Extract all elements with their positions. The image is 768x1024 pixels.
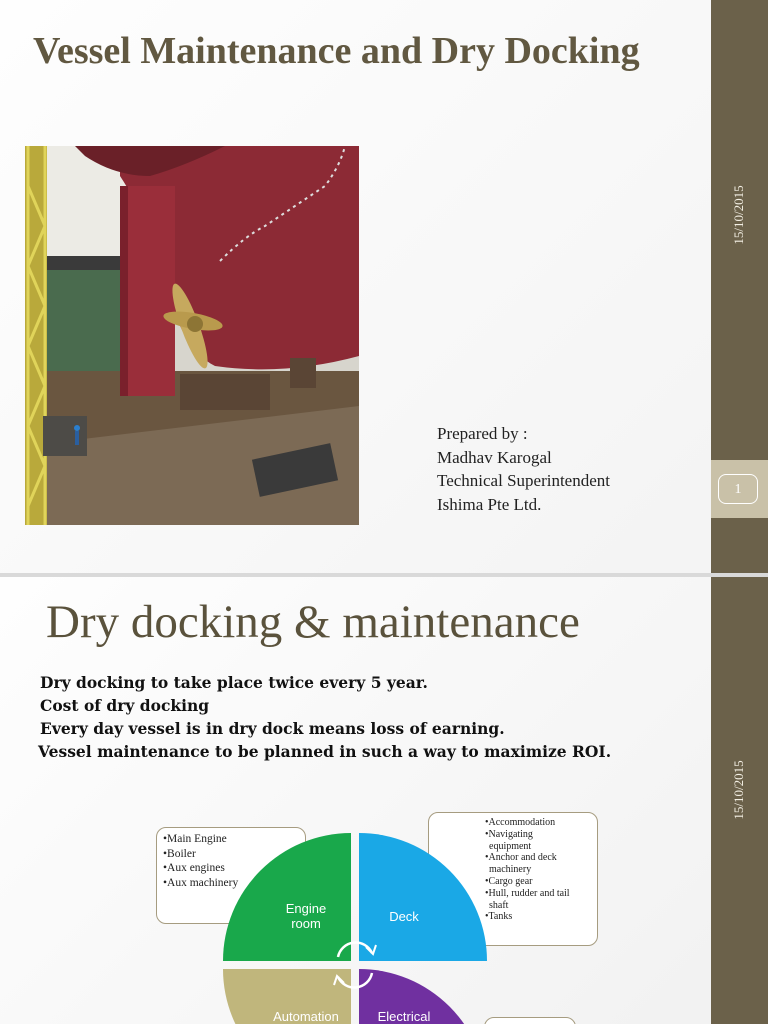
slide-2-title: Dry docking & maintenance	[46, 596, 580, 648]
deck-item: shaft	[489, 899, 509, 911]
deck-item: •Anchor and deck	[485, 852, 557, 864]
deck-item: equipment	[489, 840, 532, 852]
bullet-item: Vessel maintenance to be planned in such a way to maximize ROI.	[38, 742, 612, 761]
engine-room-label: Engine	[285, 901, 327, 916]
engine-room-label: room	[291, 916, 321, 931]
engine-item: •Boiler	[163, 847, 196, 860]
engine-item: •Aux engines	[163, 862, 225, 874]
author-role: Technical Superintendent	[437, 471, 610, 490]
deck-item: •Navigating	[485, 828, 533, 840]
slide-2-bullets	[40, 671, 611, 763]
slide-1-title: Vessel Maintenance and Dry Docking	[33, 30, 640, 72]
deck-item: machinery	[489, 864, 532, 876]
engine-item: •Main Engine	[163, 833, 227, 845]
prepared-by-label: Prepared by :	[437, 424, 528, 443]
maintenance-areas-diagram	[220, 833, 490, 1024]
bullet-item: Dry docking to take place twice every 5 year.	[40, 673, 428, 692]
cycle-arrows-icon	[334, 943, 376, 988]
deck-item: •Hull, rudder and tail	[485, 887, 570, 899]
author-name: Madhav Karogal	[437, 447, 552, 467]
slide-1-sidebar: 15/10/2015 1	[711, 0, 768, 573]
page-number-badge	[711, 460, 768, 518]
bullet-item: Every day vessel is in dry dock means loss of earning.	[40, 719, 505, 738]
ship-dry-dock-photo	[25, 146, 359, 525]
author-company: Ishima Pte Ltd.	[437, 494, 542, 514]
slide-2	[0, 577, 768, 1024]
page-number: 1	[718, 474, 758, 504]
bullet-item: Cost of dry docking	[40, 696, 210, 715]
deck-item: •Cargo gear	[485, 875, 533, 887]
prepared-by-block	[437, 422, 610, 516]
automation-label: Automation	[273, 1009, 339, 1024]
deck-segment	[359, 833, 487, 961]
electrical-callout	[484, 1017, 576, 1024]
deck-item: •Tanks	[485, 911, 513, 923]
engine-room-segment	[223, 833, 351, 961]
deck-label: Deck	[389, 909, 419, 924]
slide-2-sidebar: 15/10/2015	[711, 577, 768, 1024]
engine-item: •Aux machinery	[163, 876, 239, 889]
deck-item: •Accommodation	[485, 817, 556, 828]
electrical-label: Electrical	[377, 1009, 431, 1024]
